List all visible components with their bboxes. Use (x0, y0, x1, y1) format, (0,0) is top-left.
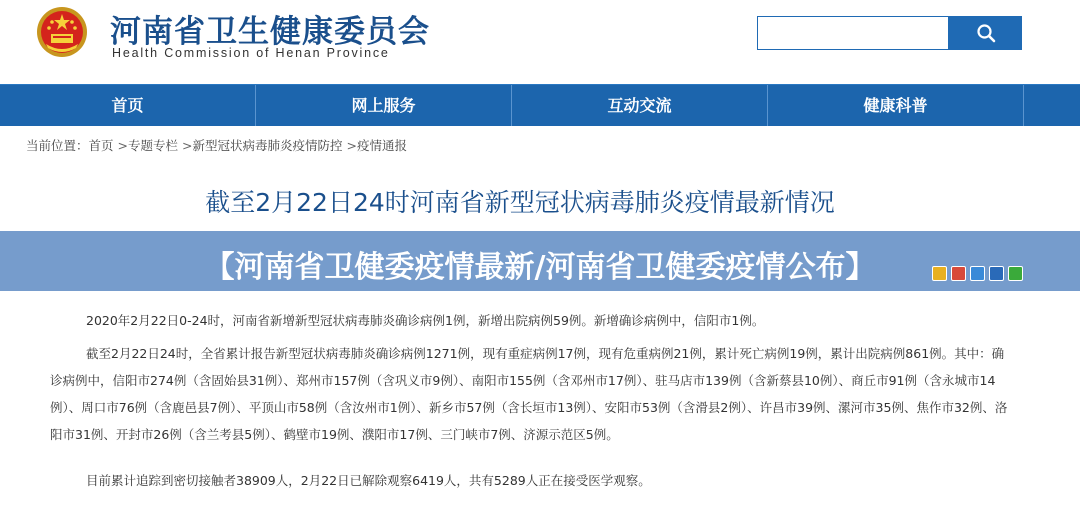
org-name-english: Health Commission of Henan Province (112, 46, 390, 60)
breadcrumb-separator: > (182, 138, 193, 153)
nav-item-online-services[interactable]: 网上服务 (256, 85, 512, 126)
breadcrumb-separator: > (346, 138, 358, 153)
search-input[interactable] (757, 16, 949, 50)
renren-icon[interactable] (989, 266, 1004, 281)
breadcrumb-epidemic-report[interactable]: 疫情通报 (357, 138, 408, 153)
article-title: 截至2月22日24时河南省新型冠状病毒肺炎疫情最新情况 (205, 188, 835, 217)
breadcrumb-covid-prevention[interactable]: 新型冠状病毒肺炎疫情防控 (192, 138, 343, 153)
weibo-icon[interactable] (951, 266, 966, 281)
banner-text: 【河南省卫健委疫情最新/河南省卫健委疫情公布】 (204, 250, 876, 285)
article-paragraph: 2020年2月22日0-24时，河南省新增新型冠状病毒肺炎确诊病例1例，新增出院病例59例。新增确诊病例中，信阳市1例。 (86, 313, 765, 328)
wechat-icon[interactable] (1008, 266, 1023, 281)
breadcrumb-prefix: 当前位置： (26, 138, 89, 153)
nav-filler (1024, 85, 1080, 126)
search-button[interactable] (949, 16, 1022, 50)
nav-item-health-science[interactable]: 健康科普 (768, 85, 1024, 126)
national-emblem-icon (36, 6, 88, 58)
article-paragraph: 目前累计追踪到密切接触者38909人，2月22日已解除观察6419人，共有5289人正在接受医学观察。 (86, 473, 651, 488)
article-paragraph (50, 340, 1010, 448)
breadcrumb-separator: > (117, 138, 129, 153)
nav-item-home[interactable]: 首页 (0, 85, 256, 126)
breadcrumb-home[interactable]: 首页 (88, 138, 114, 153)
tencent-weibo-icon[interactable] (970, 266, 985, 281)
article-paragraph-text: 截至2月22日24时，全省累计报告新型冠状病毒肺炎确诊病例1271例，现有重症病例17例，现有危重病例21例，累计死亡病例19例，累计出院病例861例。其中：确诊病例中，信阳市274例（含固始县31例）、郑州市157例（含巩义市9例）、南阳市155例（含邓州市17例）、驻马店市139例（含新蔡县10例）、商丘市91例（含永城市14例）、周口市76例（含鹿邑县7例）、平顶山市58例（含汝州市1例）、新乡市57例（含长垣市13例）、安阳市53例（含滑县2例）、许昌市39例、漯河市35例、焦作市32例、洛阳市31例、开封市26例（含兰考县5例）、鹤壁市19例、濮阳市17例、三门峡市7例、济源示范区5例。 (50, 346, 1008, 442)
site-header (0, 0, 1080, 84)
nav-item-interaction[interactable]: 互动交流 (512, 85, 768, 126)
breadcrumb (26, 136, 407, 154)
main-nav (0, 84, 1080, 126)
qzone-icon[interactable] (932, 266, 947, 281)
search-icon (976, 23, 996, 43)
breadcrumb-special-topics[interactable]: 专题专栏 (128, 138, 179, 153)
search-bar (757, 16, 1022, 50)
overlay-banner (0, 231, 1080, 291)
org-name: 河南省卫生健康委员会 (110, 14, 430, 50)
share-icons (932, 266, 1023, 281)
